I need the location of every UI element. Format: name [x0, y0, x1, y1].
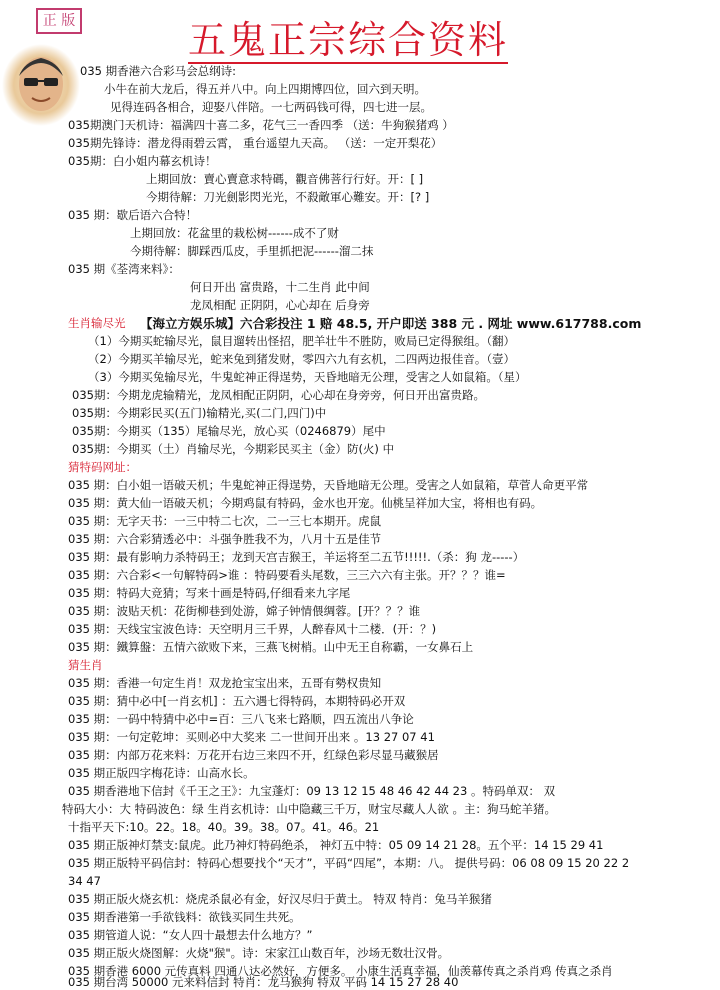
text-line: 035期：今期彩民买(五门)输精光,买(二门,四门)中: [72, 406, 327, 420]
portrait-avatar: [2, 44, 80, 126]
text-line: 今期待解：脚踩西瓜皮，手里抓把泥------溜二抹: [130, 244, 374, 258]
text-line: 035 期台湾 50000 元来料信封 特肖：龙马猴狗 特双 平码 14 15 27 28 40: [68, 975, 459, 989]
text-line: 035 期：白小姐一语破天机；牛鬼蛇神正得逞势，天昏地暗无公理。受害之人如鼠箱，草菅人命更平常: [68, 478, 589, 492]
text-line: 035 期正版四字梅花诗：山高水长。: [68, 766, 255, 780]
text-line: 特码大小：大 特码波色：绿 生肖玄机诗：山中隐藏三千万，财宝尽藏人人欲 。主：狗马蛇羊猪。: [62, 802, 556, 816]
text-line: 035 期香港六合彩马会总纲诗:: [80, 64, 236, 78]
text-line: 035 期：六合彩猜透必中：斗强争胜我不为，八月十五是佳节: [68, 532, 382, 546]
text-line: 035期：今期买（135）尾输尽光，放心买（0246879）尾中: [72, 424, 386, 438]
text-line: （1）今期买蛇输尽光，鼠目遛转出怪招，肥羊壮牛不胜防，败局已定得猴组。（翻）: [88, 334, 516, 348]
text-line: 035期澳门天机诗：福满四十喜二多，花气三一香四季 （送：牛狗猴猪鸡 ）: [68, 118, 454, 132]
text-line: 035 期正版火烧玄机：烧虎杀鼠必有金，好汉尽归于黄土。 特双 特肖：兔马羊猴猪: [68, 892, 492, 906]
text-line: 035 期：一码中特猜中必中=百：三八飞来七路顺，四五流出八争论: [68, 712, 414, 726]
text-line: 小牛在前大龙后，得五并八中。向上四期博四位，回六到天明。: [104, 82, 426, 96]
text-line: 035 期：鐵算盤：五情六欲败下来，三燕飞树梢。山中无王自称霸，一女鼻石上: [68, 640, 474, 654]
text-line: 035 期香港 6000 元传真料 四通八达必然好，方便多。 小康生活真幸福，仙羡幕传真之杀肖鸡 传真之杀肖: [68, 964, 613, 978]
text-line: 035期：今期买（土）肖输尽光，今期彩民买主（金）防(火) 中: [72, 442, 395, 456]
text-line: 035 期香港第一手欲钱料：欲钱买同生共死。: [68, 910, 301, 924]
text-line: 今期待解：刀光劍影閃光光，不殺敵軍心難安。开：[? ]: [146, 190, 430, 204]
text-line: 035 期《荃湾来料》：: [68, 262, 180, 276]
text-line: 龙凤相配 正阴阴，心心却在 后身旁: [190, 298, 370, 312]
text-line: 035 期正版火烧图解：火烧"猴"。诗：宋家江山数百年，沙场无数壮汉骨。: [68, 946, 450, 960]
text-line: 035 期正版特平码信封：特码心想要找个“天才”，平码“四尾”，本期：八。 提供号码：06 08 09 15 20 22 2: [68, 856, 630, 870]
text-line: 035 期正版神灯禁支:鼠虎。此乃神灯特码绝杀， 神灯五中特：05 09 14 21 28。五个平：14 15 29 41: [68, 838, 604, 852]
text-line: 035 期管道人说：“女人四十最想去什么地方？”: [68, 928, 313, 942]
genuine-badge: 正 版: [36, 8, 82, 34]
text-line: 何日开出 富贵路，十二生肖 此中间: [190, 280, 370, 294]
text-line: 035期：今期龙虎输精光，龙凤相配正阴阴，心心却在身旁旁，何日开出富贵路。: [72, 388, 485, 402]
text-line: 035期：白小姐内幕玄机诗！: [68, 154, 217, 168]
text-line: 035 期：内部万花来料：万花开右边三来四不开，红绿色彩尽显马藏猴居: [68, 748, 439, 762]
text-line: 035 期：香港一句定生肖！双龙抢宝宝出来，五哥有勢权贵知: [68, 676, 382, 690]
text-line: 035期先锋诗：潜龙得雨碧云霄， 重台遥望九天高。 （送：一定开梨花）: [68, 136, 443, 150]
text-line: 035 期：特码大竞猜；写来十画是特码,仔细看来九字尾: [68, 586, 351, 600]
text-line: 035 期：六合彩<一句解特码>谁 ：特码要看头尾数，三三六六有主张。开？？？谁=: [68, 568, 506, 582]
text-line: 猜特码网址：: [68, 460, 137, 474]
text-line: 035 期：猜中必中[一肖玄机] ：五六遇七得特码，本期特码必开双: [68, 694, 406, 708]
text-line: 生肖输尽光: [68, 316, 126, 330]
text-line: 见得连码各相合，迎娶八伴陪。一七两码钱可得，四七进一层。: [110, 100, 432, 114]
text-line: 猜生肖: [68, 658, 103, 672]
text-line: 035 期香港地下信封《千王之王》：九宝蓬灯：09 13 12 15 48 46 42 44 23 。特码单双： 双: [68, 784, 556, 798]
text-line: 十指平天下:10。22。18。40。39。38。07。41。46。21: [68, 820, 380, 834]
text-line: 34 47: [68, 874, 101, 888]
text-line: 035 期：无字天书：一三中特二七次，二一三七本期开。虎鼠: [68, 514, 382, 528]
page-title: 五鬼正宗综合资料: [188, 18, 509, 62]
text-line: 【海立方娱乐城】六合彩投注 1 赔 48.5, 开户即送 388 元 . 网址 www.617788.com: [140, 316, 642, 331]
text-line: （2）今期买羊输尽光，蛇来兔到猪发财，零四六九有玄机，二四两边报佳音。（壹）: [88, 352, 516, 366]
text-line: 上期回放：賣心賣意求特碼，觀音佛菩行行好。开：[ ]: [146, 172, 424, 186]
text-line: 上期回放：花盆里的栽松树------成不了财: [130, 226, 339, 240]
text-line: 035 期：歇后语六合特！: [68, 208, 198, 222]
text-line: （3）今期买兔输尽光，牛鬼蛇神正得逞势，天昏地暗无公理，受害之人如鼠箱。（星）: [88, 370, 527, 384]
text-line: 035 期：波贴天机：花街柳巷到处游，嫦子钟情偎绸蓉。[开？？？谁: [68, 604, 421, 618]
text-line: 035 期：天线宝宝波色诗：天空明月三千界，人醉春风十二楼．(开：？): [68, 622, 437, 636]
text-line: 035 期：一句定乾坤：买则必中大奖来 二一世间开出来 。13 27 07 41: [68, 730, 435, 744]
text-line: 035 期：最有影响力杀特码王；龙到天宫吉猴王，羊运将至二五节!!!!!.（杀：狗 龙-----）: [68, 550, 525, 564]
text-line: 035 期：黄大仙一语破天机；今期鸡鼠有特码，金水也开宠。仙桃呈祥加大宝，将相也有码。: [68, 496, 543, 510]
